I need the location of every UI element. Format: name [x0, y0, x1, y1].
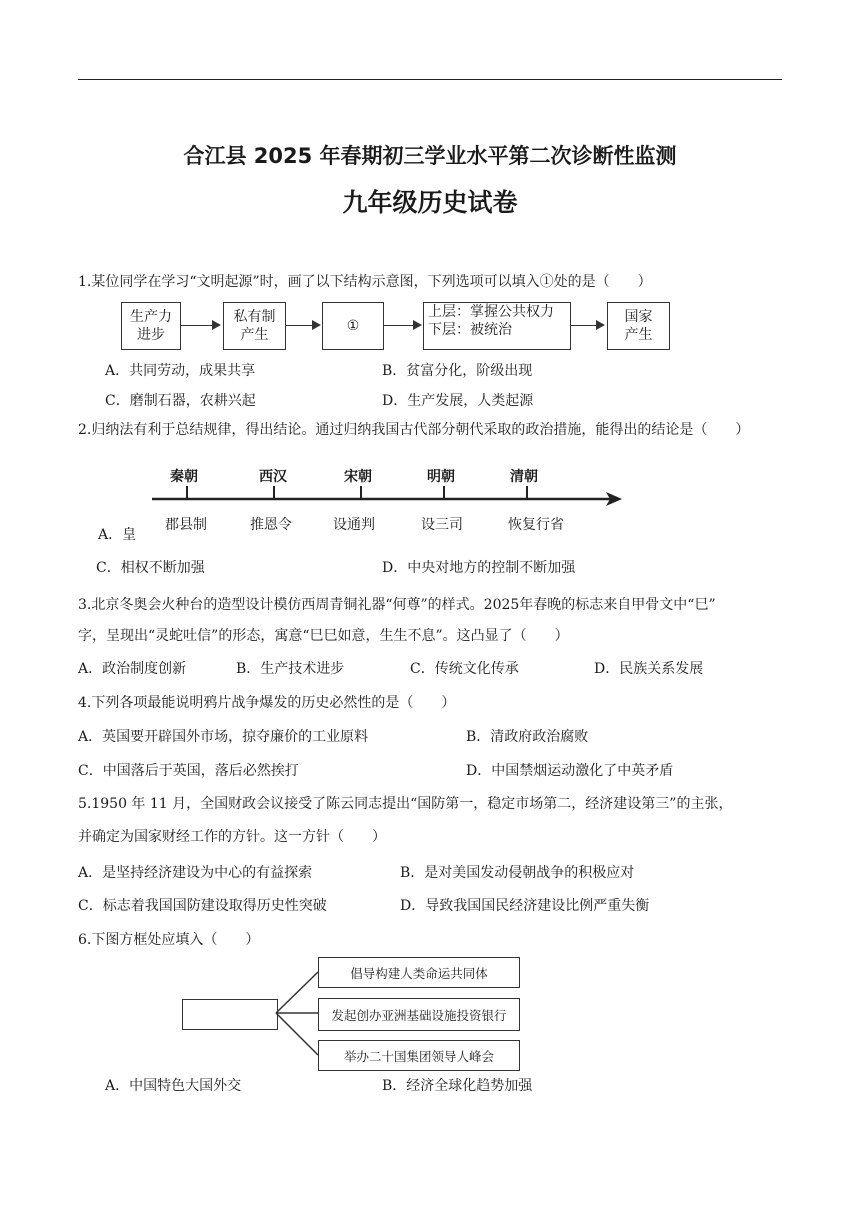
- q1-option-d: D．生产发展，人类起源: [382, 393, 534, 409]
- q5-option-a: A．是坚持经济建设为中心的有益探索: [78, 865, 313, 881]
- q3-stem-line2: 字，呈现出“灵蛇吐信”的形态，寓意“巳巳如意，生生不息”。这凸显了（ ）: [78, 628, 569, 644]
- timeline-policy-province: 恢复行省: [508, 517, 564, 533]
- q6-box-community: 倡导构建人类命运共同体: [318, 957, 520, 988]
- timeline-policy-tuien: 推恩令: [250, 517, 292, 533]
- timeline-axis-arrow: [150, 489, 630, 509]
- q1-stem: 1.某位同学在学习“文明起源”时，画了以下结构示意图，下列选项可以填入①处的是（ ）: [78, 274, 652, 290]
- q1-arrow-1: [181, 325, 219, 326]
- q2-option-c: C．相权不断加强: [96, 560, 205, 576]
- q1-box-productivity: 生产力进步: [121, 302, 181, 350]
- q5-stem-line2: 并确定为国家财经工作的方针。这一方针（ ）: [78, 829, 386, 845]
- q6-option-b: B．经济全球化趋势加强: [382, 1078, 533, 1094]
- q1-arrow-3: [384, 325, 420, 326]
- q5-option-b: B．是对美国发动侵朝战争的积极应对: [400, 865, 635, 881]
- q6-option-a: A．中国特色大国外交: [105, 1078, 242, 1094]
- q6-blank-box: [182, 999, 278, 1030]
- q2-option-d: D．中央对地方的控制不断加强: [382, 560, 576, 576]
- q1-option-c: C．磨制石器，农耕兴起: [105, 393, 256, 409]
- timeline-dynasty-song: 宋朝: [344, 469, 372, 485]
- q1-option-b: B．贫富分化，阶级出现: [382, 363, 533, 379]
- timeline-dynasty-western-han: 西汉: [259, 469, 287, 485]
- q1-box-private-ownership: 私有制产生: [223, 302, 286, 350]
- q5-option-c: C．标志着我国国防建设取得历史性突破: [78, 898, 327, 914]
- exam-title: 合江县 2025 年春期初三学业水平第二次诊断性监测: [183, 144, 677, 168]
- q4-option-b: B．清政府政治腐败: [466, 729, 589, 745]
- q6-box-aiib: 发起创办亚洲基础设施投资银行: [318, 998, 520, 1031]
- q1-arrow-4: [571, 325, 603, 326]
- exam-subtitle: 九年级历史试卷: [342, 188, 518, 217]
- q3-option-d: D．民族关系发展: [594, 661, 704, 677]
- timeline-policy-commandery: 郡县制: [165, 517, 207, 533]
- q1-box-state: 国家产生: [607, 302, 670, 350]
- q2-option-a: A．皇: [98, 527, 137, 543]
- q5-option-d: D．导致我国国民经济建设比例严重失衡: [400, 898, 650, 914]
- q5-stem-line1: 5.1950 年 11 月，全国财政会议接受了陈云同志提出“国防第一，稳定市场第二，经济建设第三”的主张，: [78, 796, 733, 812]
- timeline-policy-tongpan: 设通判: [333, 517, 375, 533]
- timeline-policy-sansi: 设三司: [421, 517, 463, 533]
- q4-option-a: A．英国要开辟国外市场，掠夺廉价的工业原料: [78, 729, 369, 745]
- q2-stem: 2.归纳法有利于总结规律，得出结论。通过归纳我国古代部分朝代采取的政治措施，能得出的结论是（ ）: [78, 422, 750, 438]
- q4-option-c: C．中国落后于英国，落后必然挨打: [78, 763, 299, 779]
- q3-option-c: C．传统文化传承: [410, 661, 519, 677]
- q3-stem-line1: 3.北京冬奥会火种台的造型设计模仿西周青铜礼器“何尊”的样式。2025年春晚的标志来自甲骨文中“巳”: [78, 597, 716, 613]
- q4-stem: 4.下列各项最能说明鸦片战争爆发的历史必然性的是（ ）: [78, 695, 456, 711]
- q4-option-d: D．中国禁烟运动激化了中英矛盾: [466, 763, 674, 779]
- timeline-dynasty-qing: 清朝: [510, 469, 538, 485]
- q6-stem: 6.下图方框处应填入（ ）: [78, 932, 260, 948]
- q3-option-b: B．生产技术进步: [236, 661, 345, 677]
- header-rule: [78, 79, 782, 80]
- q1-option-a: A．共同劳动，成果共享: [105, 363, 256, 379]
- timeline-dynasty-qin: 秦朝: [170, 469, 198, 485]
- timeline-dynasty-ming: 明朝: [427, 469, 455, 485]
- q1-box-blank: ①: [322, 302, 384, 350]
- q6-box-g20: 举办二十国集团领导人峰会: [318, 1040, 520, 1071]
- q3-option-a: A．政治制度创新: [78, 661, 187, 677]
- q1-box-classes: 上层：掌握公共权力 下层：被统治: [423, 302, 571, 350]
- q1-arrow-2: [286, 325, 319, 326]
